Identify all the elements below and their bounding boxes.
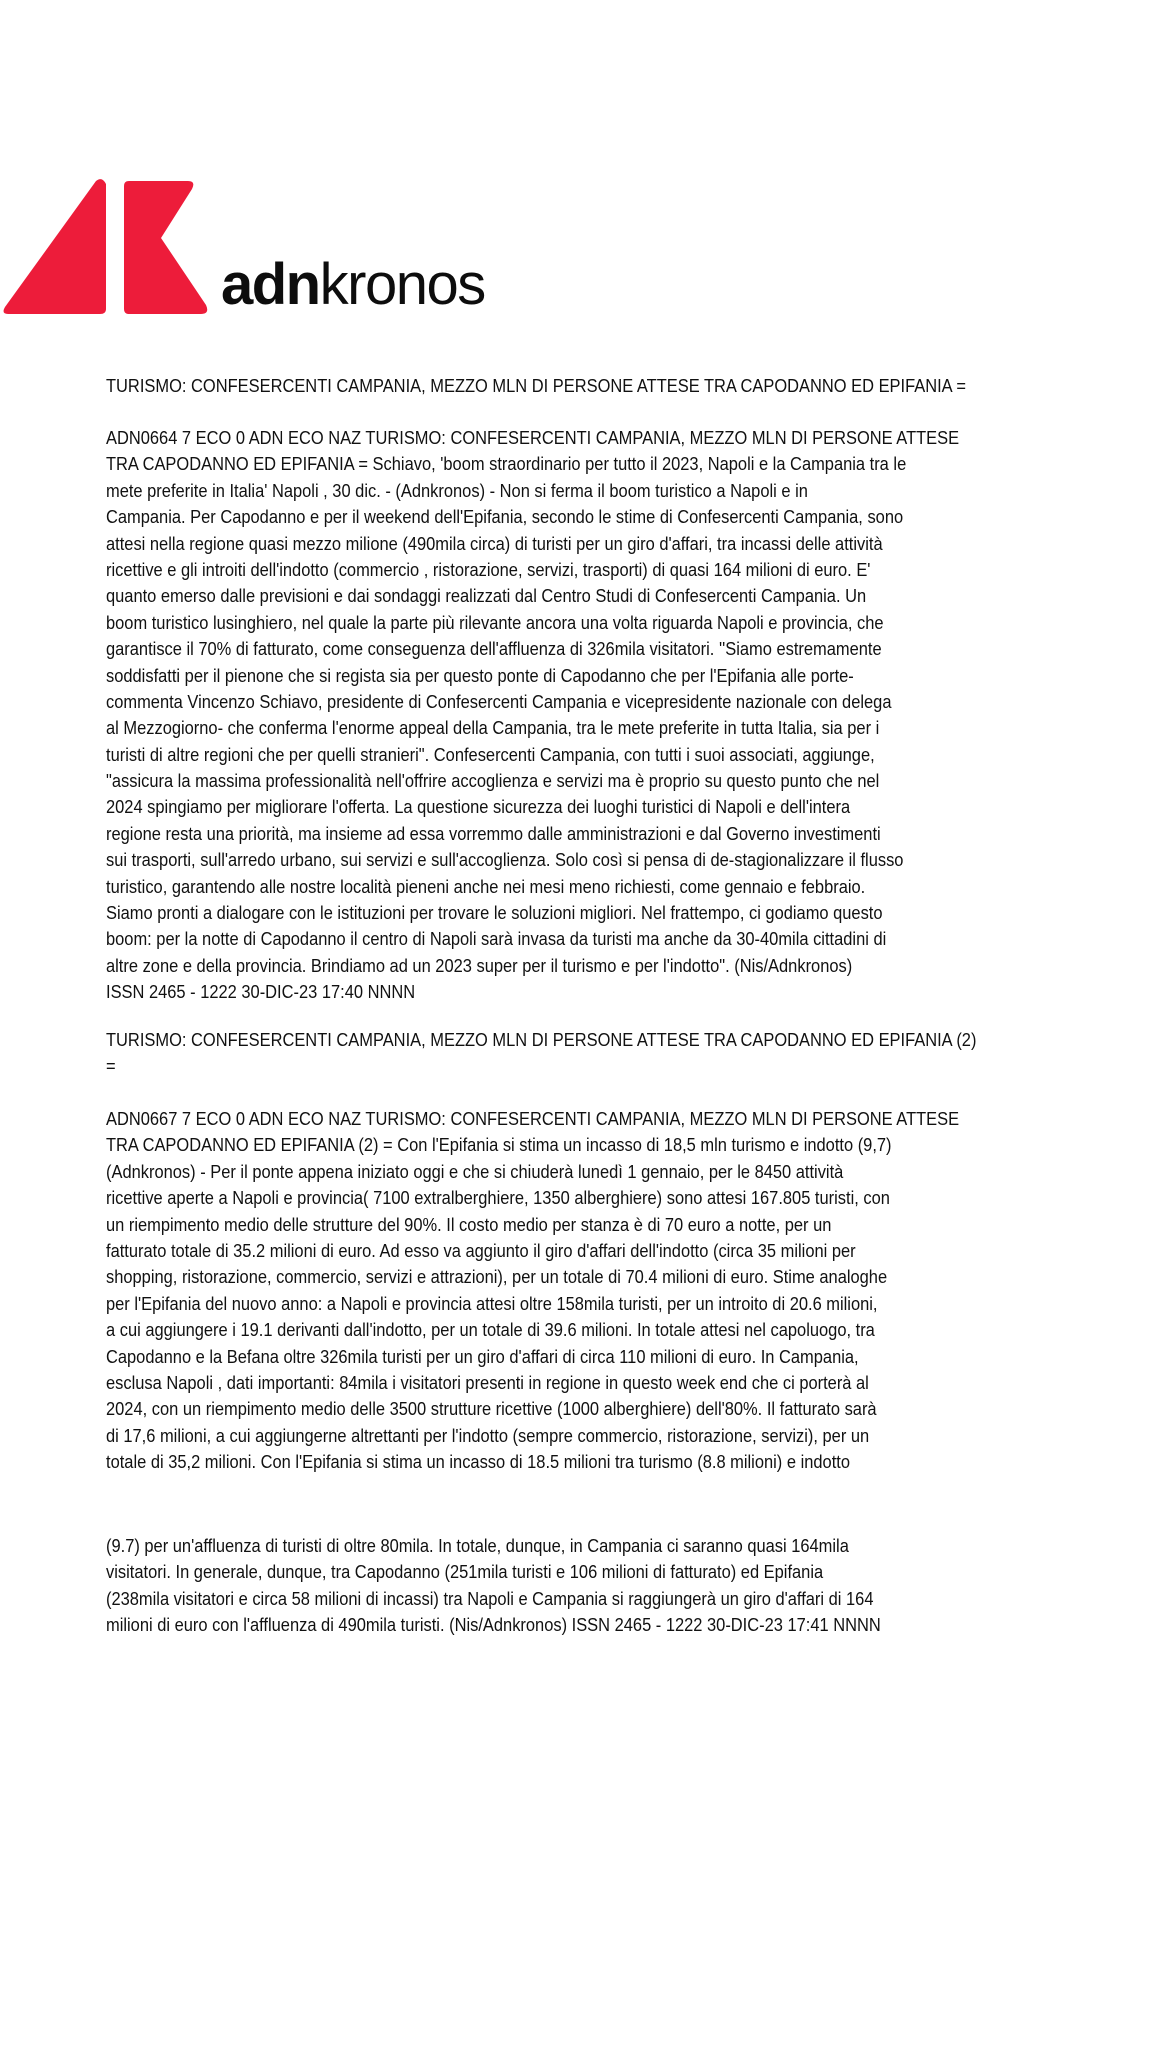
body-line: fatturato totale di 35.2 milioni di euro. Ad esso va aggiunto il giro d'affari dell'indotto (circa 35 milioni per [106, 1239, 856, 1261]
body-line: sui trasporti, sull'arredo urbano, sui servizi e sull'accoglienza. Solo così si pensa di de-stagionalizzare il flusso [106, 849, 904, 871]
body-line: attesi nella regione quasi mezzo milione (490mila circa) di turisti per un giro d'affari, tra incassi delle attività [106, 532, 883, 554]
body-line: un riempimento medio delle strutture del 90%. Il costo medio per stanza è di 70 euro a notte, per un [106, 1213, 832, 1235]
adnkronos-mark-icon [0, 176, 220, 321]
article-title-line: = [106, 1055, 116, 1077]
body-line: esclusa Napoli , dati importanti: 84mila i visitatori presenti in regione in questo week end che ci porterà al [106, 1371, 869, 1393]
article1-body [106, 425, 959, 1006]
body-line: boom turistico lusinghiero, nel quale la parte più rilevante ancora una volta riguarda Napoli e provincia, che [106, 611, 884, 633]
body-line: ISSN 2465 - 1222 30-DIC-23 17:40 NNNN [106, 981, 416, 1003]
adnkronos-wordmark [221, 252, 485, 317]
body-line: al Mezzogiorno- che conferma l'enorme appeal della Campania, tra le mete preferite in tutta Italia, sia per i [106, 717, 880, 739]
body-line: totale di 35,2 milioni. Con l'Epifania si stima un incasso di 18.5 milioni tra turismo (8.8 milioni) e indotto [106, 1451, 850, 1473]
body-line: a cui aggiungere i 19.1 derivanti dall'indotto, per un totale di 39.6 milioni. In totale attesi nel capoluogo, tra [106, 1319, 875, 1341]
body-line: ADN0664 7 ECO 0 ADN ECO NAZ TURISMO: CONFESERCENTI CAMPANIA, MEZZO MLN DI PERSONE ATTESE [106, 427, 960, 448]
body-line: 2024, con un riempimento medio delle 3500 strutture ricettive (1000 alberghiere) dell'80%. Il fatturato sarà [106, 1398, 877, 1420]
body-line: (9.7) per un'affluenza di turisti di oltre 80mila. In totale, dunque, in Campania ci saranno quasi 164mila [106, 1535, 849, 1556]
body-line: di 17,6 milioni, a cui aggiungerne altrettanti per l'indotto (sempre commercio, ristorazione, servizi), per un [106, 1424, 870, 1446]
article2-body [106, 1106, 959, 1475]
wordmark-light: kronos [319, 252, 485, 317]
body-line: visitatori. In generale, dunque, tra Capodanno (251mila turisti e 106 milioni di fatturato) ed Epifania [106, 1561, 824, 1583]
body-line: quanto emerso dalle previsioni e dai sondaggi realizzati dal Centro Studi di Confesercenti Campania. Un [106, 585, 867, 607]
body-line: commenta Vincenzo Schiavo, presidente di Confesercenti Campania e vicepresidente nazionale con delega [106, 690, 892, 712]
body-line: ADN0667 7 ECO 0 ADN ECO NAZ TURISMO: CONFESERCENTI CAMPANIA, MEZZO MLN DI PERSONE ATTESE [106, 1108, 960, 1129]
body-line: turistico, garantendo alle nostre località pieneni anche nei mesi meno richiesti, come gennaio e febbraio. [106, 875, 866, 897]
adnkronos-logo [0, 176, 500, 321]
article2-title [106, 1027, 976, 1080]
article-title: TURISMO: CONFESERCENTI CAMPANIA, MEZZO MLN DI PERSONE ATTESE TRA CAPODANNO ED EPIFANIA = [106, 375, 966, 396]
body-line: turisti di altre regioni che per quelli stranieri". Confesercenti Campania, con tutti i suoi associati, aggiunge, [106, 743, 875, 765]
wordmark-bold: adn [221, 252, 320, 317]
article-title-line: TURISMO: CONFESERCENTI CAMPANIA, MEZZO MLN DI PERSONE ATTESE TRA CAPODANNO ED EPIFANIA (2) [106, 1029, 977, 1050]
body-line: shopping, ristorazione, commercio, servizi e attrazioni), per un totale di 70.4 milioni di euro. Stime analoghe [106, 1266, 888, 1288]
body-line: "assicura la massima professionalità nell'offrire accoglienza e servizi ma è proprio su questo punto che nel [106, 770, 880, 792]
body-line: boom: per la notte di Capodanno il centro di Napoli sarà invasa da turisti ma anche da 30-40mila cittadini di [106, 928, 887, 950]
body-line: mete preferite in Italia' Napoli , 30 dic. - (Adnkronos) - Non si ferma il boom turistico a Napoli e in [106, 479, 808, 501]
body-line: ricettive e gli introiti dell'indotto (commercio , ristorazione, servizi, trasporti) di quasi 164 milioni di euro. E' [106, 558, 871, 580]
body-line: regione resta una priorità, ma insieme ad essa vorremmo dalle amministrazioni e dal Governo investimenti [106, 822, 881, 844]
body-line: altre zone e della provincia. Brindiamo ad un 2023 super per il turismo e per l'indotto". (Nis/Adnkronos) [106, 954, 853, 976]
body-line: 2024 spingiamo per migliorare l'offerta. La questione sicurezza dei luoghi turistici di Napoli e dell'intera [106, 796, 851, 818]
body-line: TRA CAPODANNO ED EPIFANIA = Schiavo, 'boom straordinario per tutto il 2023, Napoli e la Campania tra le [106, 453, 907, 475]
body-line: milioni di euro con l'affluenza di 490mila turisti. (Nis/Adnkronos) ISSN 2465 - 1222 30-DIC-23 17:41 NNNN [106, 1614, 881, 1636]
article2-continuation [106, 1533, 881, 1639]
body-line: (Adnkronos) - Per il ponte appena iniziato oggi e che si chiuderà lunedì 1 gennaio, per le 8450 attività [106, 1160, 844, 1182]
body-line: per l'Epifania del nuovo anno: a Napoli e provincia attesi oltre 158mila turisti, per un introito di 20.6 milioni, [106, 1292, 878, 1314]
body-line: ricettive aperte a Napoli e provincia( 7100 extralberghiere, 1350 alberghiere) sono attesi 167.805 turisti, con [106, 1187, 890, 1209]
article1-title [106, 373, 966, 399]
body-line: (238mila visitatori e circa 58 milioni di incassi) tra Napoli e Campania si raggiungerà un giro d'affari di 164 [106, 1587, 874, 1609]
body-line: garantisce il 70% di fatturato, come conseguenza dell'affluenza di 326mila visitatori. ''Siamo estremamente [106, 638, 882, 660]
body-line: soddisfatti per il pienone che si regista sia per questo ponte di Capodanno che per l'Epifania alle porte- [106, 664, 854, 686]
body-line: Capodanno e la Befana oltre 326mila turisti per un giro d'affari di circa 110 milioni di euro. In Campania, [106, 1345, 859, 1367]
body-line: TRA CAPODANNO ED EPIFANIA (2) = Con l'Epifania si stima un incasso di 18,5 mln turismo e indotto (9,7) [106, 1134, 892, 1156]
body-line: Siamo pronti a dialogare con le istituzioni per trovare le soluzioni migliori. Nel frattempo, ci godiamo questo [106, 902, 883, 924]
body-line: Campania. Per Capodanno e per il weekend dell'Epifania, secondo le stime di Confesercenti Campania, sono [106, 506, 904, 528]
